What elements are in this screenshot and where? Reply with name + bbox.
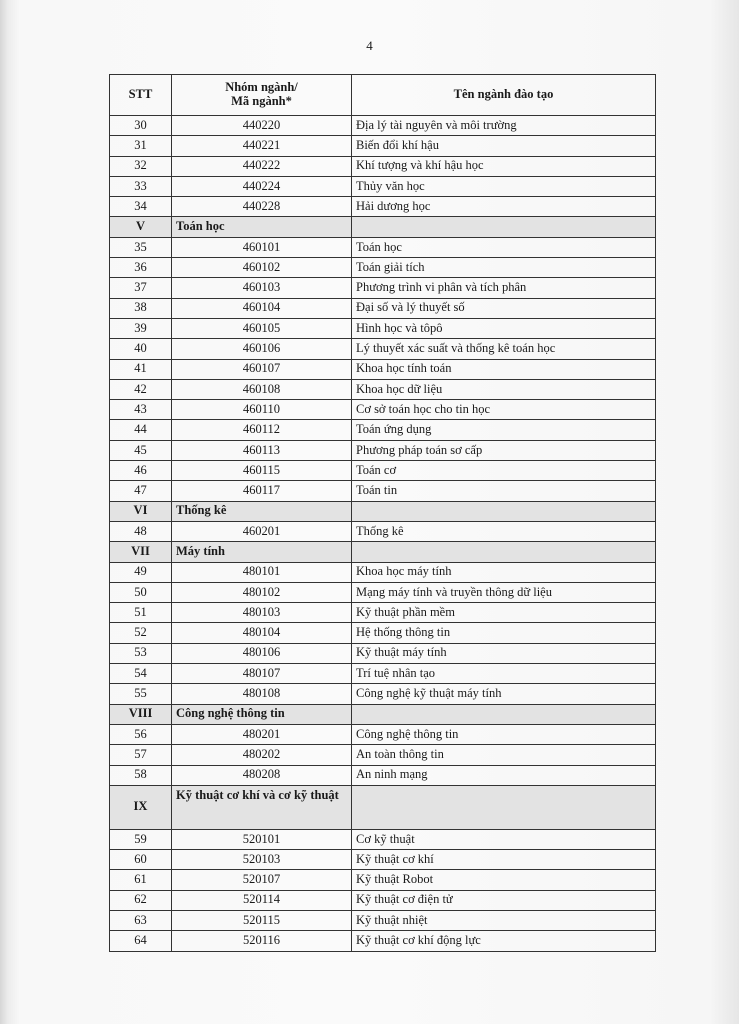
row-program-name: Khoa học tính toán bbox=[352, 359, 656, 379]
row-stt: 35 bbox=[110, 237, 172, 257]
row-program-name: Kỹ thuật Robot bbox=[352, 870, 656, 890]
table-row bbox=[110, 623, 656, 643]
row-stt: 45 bbox=[110, 440, 172, 460]
table-row bbox=[110, 910, 656, 930]
row-code: 520116 bbox=[172, 931, 352, 951]
group-row bbox=[110, 501, 656, 521]
row-code: 460113 bbox=[172, 440, 352, 460]
row-program-name: Thống kê bbox=[352, 521, 656, 541]
table-row bbox=[110, 745, 656, 765]
table-row bbox=[110, 829, 656, 849]
row-code: 460105 bbox=[172, 318, 352, 338]
row-program-name: Địa lý tài nguyên và môi trường bbox=[352, 116, 656, 136]
row-stt: 39 bbox=[110, 318, 172, 338]
group-title: Toán học bbox=[172, 217, 352, 237]
row-program-name: Trí tuệ nhân tạo bbox=[352, 664, 656, 684]
row-stt: 42 bbox=[110, 379, 172, 399]
group-row bbox=[110, 785, 656, 829]
row-program-name: Toán học bbox=[352, 237, 656, 257]
row-stt: 49 bbox=[110, 562, 172, 582]
row-code: 480103 bbox=[172, 603, 352, 623]
row-program-name: Kỹ thuật cơ khí bbox=[352, 850, 656, 870]
table-row bbox=[110, 850, 656, 870]
row-stt: 33 bbox=[110, 176, 172, 196]
group-number: VII bbox=[110, 542, 172, 562]
row-stt: 63 bbox=[110, 910, 172, 930]
row-program-name: Phương trình vi phân và tích phân bbox=[352, 278, 656, 298]
group-empty-cell bbox=[352, 501, 656, 521]
table-row bbox=[110, 664, 656, 684]
row-program-name: Công nghệ kỹ thuật máy tính bbox=[352, 684, 656, 704]
table-row bbox=[110, 400, 656, 420]
row-stt: 62 bbox=[110, 890, 172, 910]
table-row bbox=[110, 359, 656, 379]
table-row bbox=[110, 136, 656, 156]
group-title: Thống kê bbox=[172, 501, 352, 521]
row-stt: 64 bbox=[110, 931, 172, 951]
row-program-name: Biến đổi khí hậu bbox=[352, 136, 656, 156]
table-row bbox=[110, 562, 656, 582]
table-row bbox=[110, 420, 656, 440]
header-code bbox=[172, 75, 352, 116]
table-row bbox=[110, 116, 656, 136]
row-stt: 43 bbox=[110, 400, 172, 420]
row-code: 460102 bbox=[172, 258, 352, 278]
row-stt: 46 bbox=[110, 461, 172, 481]
row-code: 460106 bbox=[172, 339, 352, 359]
header-code-line2: Mã ngành* bbox=[231, 94, 292, 108]
group-empty-cell bbox=[352, 704, 656, 724]
table-row bbox=[110, 603, 656, 623]
row-code: 460112 bbox=[172, 420, 352, 440]
row-stt: 52 bbox=[110, 623, 172, 643]
row-program-name: Kỹ thuật cơ điện tử bbox=[352, 890, 656, 910]
row-stt: 37 bbox=[110, 278, 172, 298]
row-code: 440228 bbox=[172, 197, 352, 217]
table-row bbox=[110, 379, 656, 399]
row-program-name: Mạng máy tính và truyền thông dữ liệu bbox=[352, 582, 656, 602]
row-stt: 54 bbox=[110, 664, 172, 684]
header-program-name: Tên ngành đào tạo bbox=[352, 75, 656, 116]
row-program-name: Đại số và lý thuyết số bbox=[352, 298, 656, 318]
row-code: 460103 bbox=[172, 278, 352, 298]
table-row bbox=[110, 298, 656, 318]
header-stt: STT bbox=[110, 75, 172, 116]
row-code: 480108 bbox=[172, 684, 352, 704]
row-stt: 56 bbox=[110, 724, 172, 744]
row-code: 520107 bbox=[172, 870, 352, 890]
row-program-name: Cơ sở toán học cho tin học bbox=[352, 400, 656, 420]
table-row bbox=[110, 318, 656, 338]
row-program-name: Kỹ thuật máy tính bbox=[352, 643, 656, 663]
row-code: 480102 bbox=[172, 582, 352, 602]
header-code-line1: Nhóm ngành/ bbox=[225, 80, 298, 95]
row-code: 440224 bbox=[172, 176, 352, 196]
row-code: 520101 bbox=[172, 829, 352, 849]
row-program-name: Khoa học dữ liệu bbox=[352, 379, 656, 399]
group-row bbox=[110, 704, 656, 724]
row-program-name: Kỹ thuật cơ khí động lực bbox=[352, 931, 656, 951]
row-program-name: Kỹ thuật nhiệt bbox=[352, 910, 656, 930]
table-row bbox=[110, 582, 656, 602]
table-row bbox=[110, 890, 656, 910]
group-number: V bbox=[110, 217, 172, 237]
row-program-name: Khoa học máy tính bbox=[352, 562, 656, 582]
row-stt: 61 bbox=[110, 870, 172, 890]
row-program-name: Toán cơ bbox=[352, 461, 656, 481]
row-program-name: Cơ kỹ thuật bbox=[352, 829, 656, 849]
table-row bbox=[110, 684, 656, 704]
table-row bbox=[110, 481, 656, 501]
table-row bbox=[110, 258, 656, 278]
row-stt: 53 bbox=[110, 643, 172, 663]
row-code: 460117 bbox=[172, 481, 352, 501]
group-empty-cell bbox=[352, 785, 656, 829]
table-row bbox=[110, 156, 656, 176]
group-empty-cell bbox=[352, 217, 656, 237]
row-stt: 44 bbox=[110, 420, 172, 440]
row-code: 460110 bbox=[172, 400, 352, 420]
table-row bbox=[110, 440, 656, 460]
row-code: 460101 bbox=[172, 237, 352, 257]
row-code: 460108 bbox=[172, 379, 352, 399]
row-stt: 32 bbox=[110, 156, 172, 176]
row-stt: 51 bbox=[110, 603, 172, 623]
row-code: 480104 bbox=[172, 623, 352, 643]
table-row bbox=[110, 643, 656, 663]
row-code: 480107 bbox=[172, 664, 352, 684]
row-code: 480106 bbox=[172, 643, 352, 663]
group-number: IX bbox=[110, 785, 172, 829]
table-row bbox=[110, 461, 656, 481]
row-program-name: Lý thuyết xác suất và thống kê toán học bbox=[352, 339, 656, 359]
row-program-name: Công nghệ thông tin bbox=[352, 724, 656, 744]
table-row bbox=[110, 176, 656, 196]
row-stt: 60 bbox=[110, 850, 172, 870]
row-code: 520103 bbox=[172, 850, 352, 870]
row-stt: 48 bbox=[110, 521, 172, 541]
row-stt: 50 bbox=[110, 582, 172, 602]
row-stt: 40 bbox=[110, 339, 172, 359]
table-row bbox=[110, 931, 656, 951]
table-header-row bbox=[110, 75, 656, 116]
row-code: 520114 bbox=[172, 890, 352, 910]
row-code: 460115 bbox=[172, 461, 352, 481]
row-program-name: An ninh mạng bbox=[352, 765, 656, 785]
table-row bbox=[110, 197, 656, 217]
group-number: VIII bbox=[110, 704, 172, 724]
row-stt: 55 bbox=[110, 684, 172, 704]
row-stt: 57 bbox=[110, 745, 172, 765]
row-stt: 36 bbox=[110, 258, 172, 278]
row-code: 520115 bbox=[172, 910, 352, 930]
table-row bbox=[110, 870, 656, 890]
row-program-name: Toán ứng dụng bbox=[352, 420, 656, 440]
table-row bbox=[110, 278, 656, 298]
row-program-name: Khí tượng và khí hậu học bbox=[352, 156, 656, 176]
table-row bbox=[110, 765, 656, 785]
group-row bbox=[110, 217, 656, 237]
row-stt: 31 bbox=[110, 136, 172, 156]
row-program-name: Kỹ thuật phần mềm bbox=[352, 603, 656, 623]
table-row bbox=[110, 521, 656, 541]
row-code: 480101 bbox=[172, 562, 352, 582]
row-program-name: Thủy văn học bbox=[352, 176, 656, 196]
group-title: Công nghệ thông tin bbox=[172, 704, 352, 724]
row-code: 480201 bbox=[172, 724, 352, 744]
row-stt: 59 bbox=[110, 829, 172, 849]
row-code: 440221 bbox=[172, 136, 352, 156]
group-number: VI bbox=[110, 501, 172, 521]
group-title: Máy tính bbox=[172, 542, 352, 562]
row-code: 460104 bbox=[172, 298, 352, 318]
table-row bbox=[110, 339, 656, 359]
row-stt: 58 bbox=[110, 765, 172, 785]
group-empty-cell bbox=[352, 542, 656, 562]
row-program-name: Toán giải tích bbox=[352, 258, 656, 278]
row-program-name: Hệ thống thông tin bbox=[352, 623, 656, 643]
row-stt: 41 bbox=[110, 359, 172, 379]
row-code: 460201 bbox=[172, 521, 352, 541]
row-stt: 34 bbox=[110, 197, 172, 217]
row-stt: 30 bbox=[110, 116, 172, 136]
table-row bbox=[110, 237, 656, 257]
row-program-name: Hải dương học bbox=[352, 197, 656, 217]
table-body bbox=[110, 116, 656, 952]
group-title: Kỹ thuật cơ khí và cơ kỹ thuật bbox=[172, 785, 352, 829]
group-row bbox=[110, 542, 656, 562]
row-code: 440222 bbox=[172, 156, 352, 176]
row-code: 460107 bbox=[172, 359, 352, 379]
row-code: 440220 bbox=[172, 116, 352, 136]
row-program-name: Toán tin bbox=[352, 481, 656, 501]
page-number: 4 bbox=[366, 38, 373, 53]
row-stt: 47 bbox=[110, 481, 172, 501]
row-program-name: Hình học và tôpô bbox=[352, 318, 656, 338]
table-row bbox=[110, 724, 656, 744]
row-code: 480208 bbox=[172, 765, 352, 785]
row-code: 480202 bbox=[172, 745, 352, 765]
row-program-name: An toàn thông tin bbox=[352, 745, 656, 765]
row-program-name: Phương pháp toán sơ cấp bbox=[352, 440, 656, 460]
row-stt: 38 bbox=[110, 298, 172, 318]
training-programs-table bbox=[109, 74, 656, 952]
